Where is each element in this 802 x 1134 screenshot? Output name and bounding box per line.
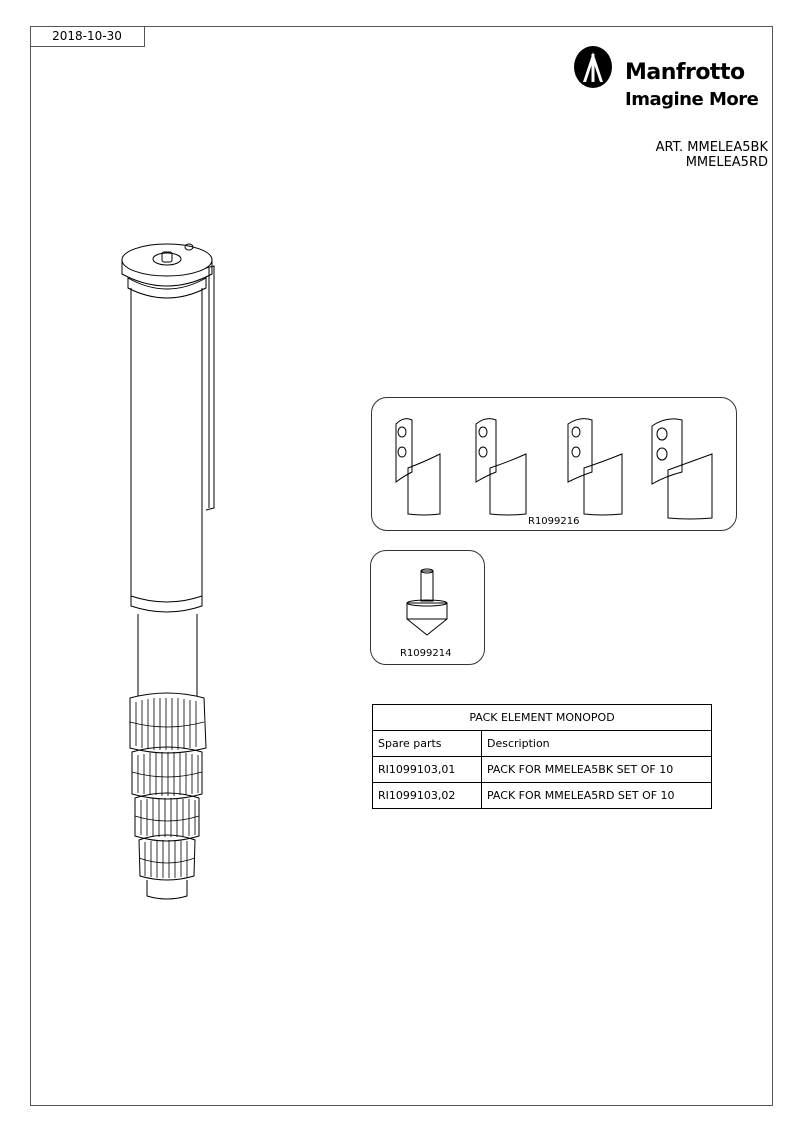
brand-slogan: Imagine More <box>625 89 759 110</box>
monopod-drawing <box>110 232 230 912</box>
clips-part-code: R1099216 <box>528 516 580 527</box>
foot-parts-box <box>370 550 485 665</box>
table-row <box>373 783 712 809</box>
spare-part-code: RI1099103,02 <box>373 783 482 809</box>
foot-part-code: R1099214 <box>400 648 452 659</box>
brand-name: Manfrotto <box>625 60 745 85</box>
article-code-2: MMELEA5RD <box>685 155 768 170</box>
spare-part-description: PACK FOR MMELEA5BK SET OF 10 <box>482 757 712 783</box>
spare-part-description: PACK FOR MMELEA5RD SET OF 10 <box>482 783 712 809</box>
table-header-row <box>373 731 712 757</box>
article-code-1: ART. MMELEA5BK <box>655 140 768 155</box>
spare-parts-table <box>372 704 712 809</box>
article-codes <box>656 140 768 170</box>
date-box: 2018-10-30 <box>30 26 145 47</box>
table-row <box>373 757 712 783</box>
table-title-row <box>373 705 712 731</box>
header-spare-parts: Spare parts <box>373 731 482 757</box>
header-description: Description <box>482 731 712 757</box>
table-title: PACK ELEMENT MONOPOD <box>373 705 712 731</box>
clips-parts-box <box>371 397 737 531</box>
spare-part-code: RI1099103,01 <box>373 757 482 783</box>
leg-lock-clips-drawing <box>372 398 736 530</box>
